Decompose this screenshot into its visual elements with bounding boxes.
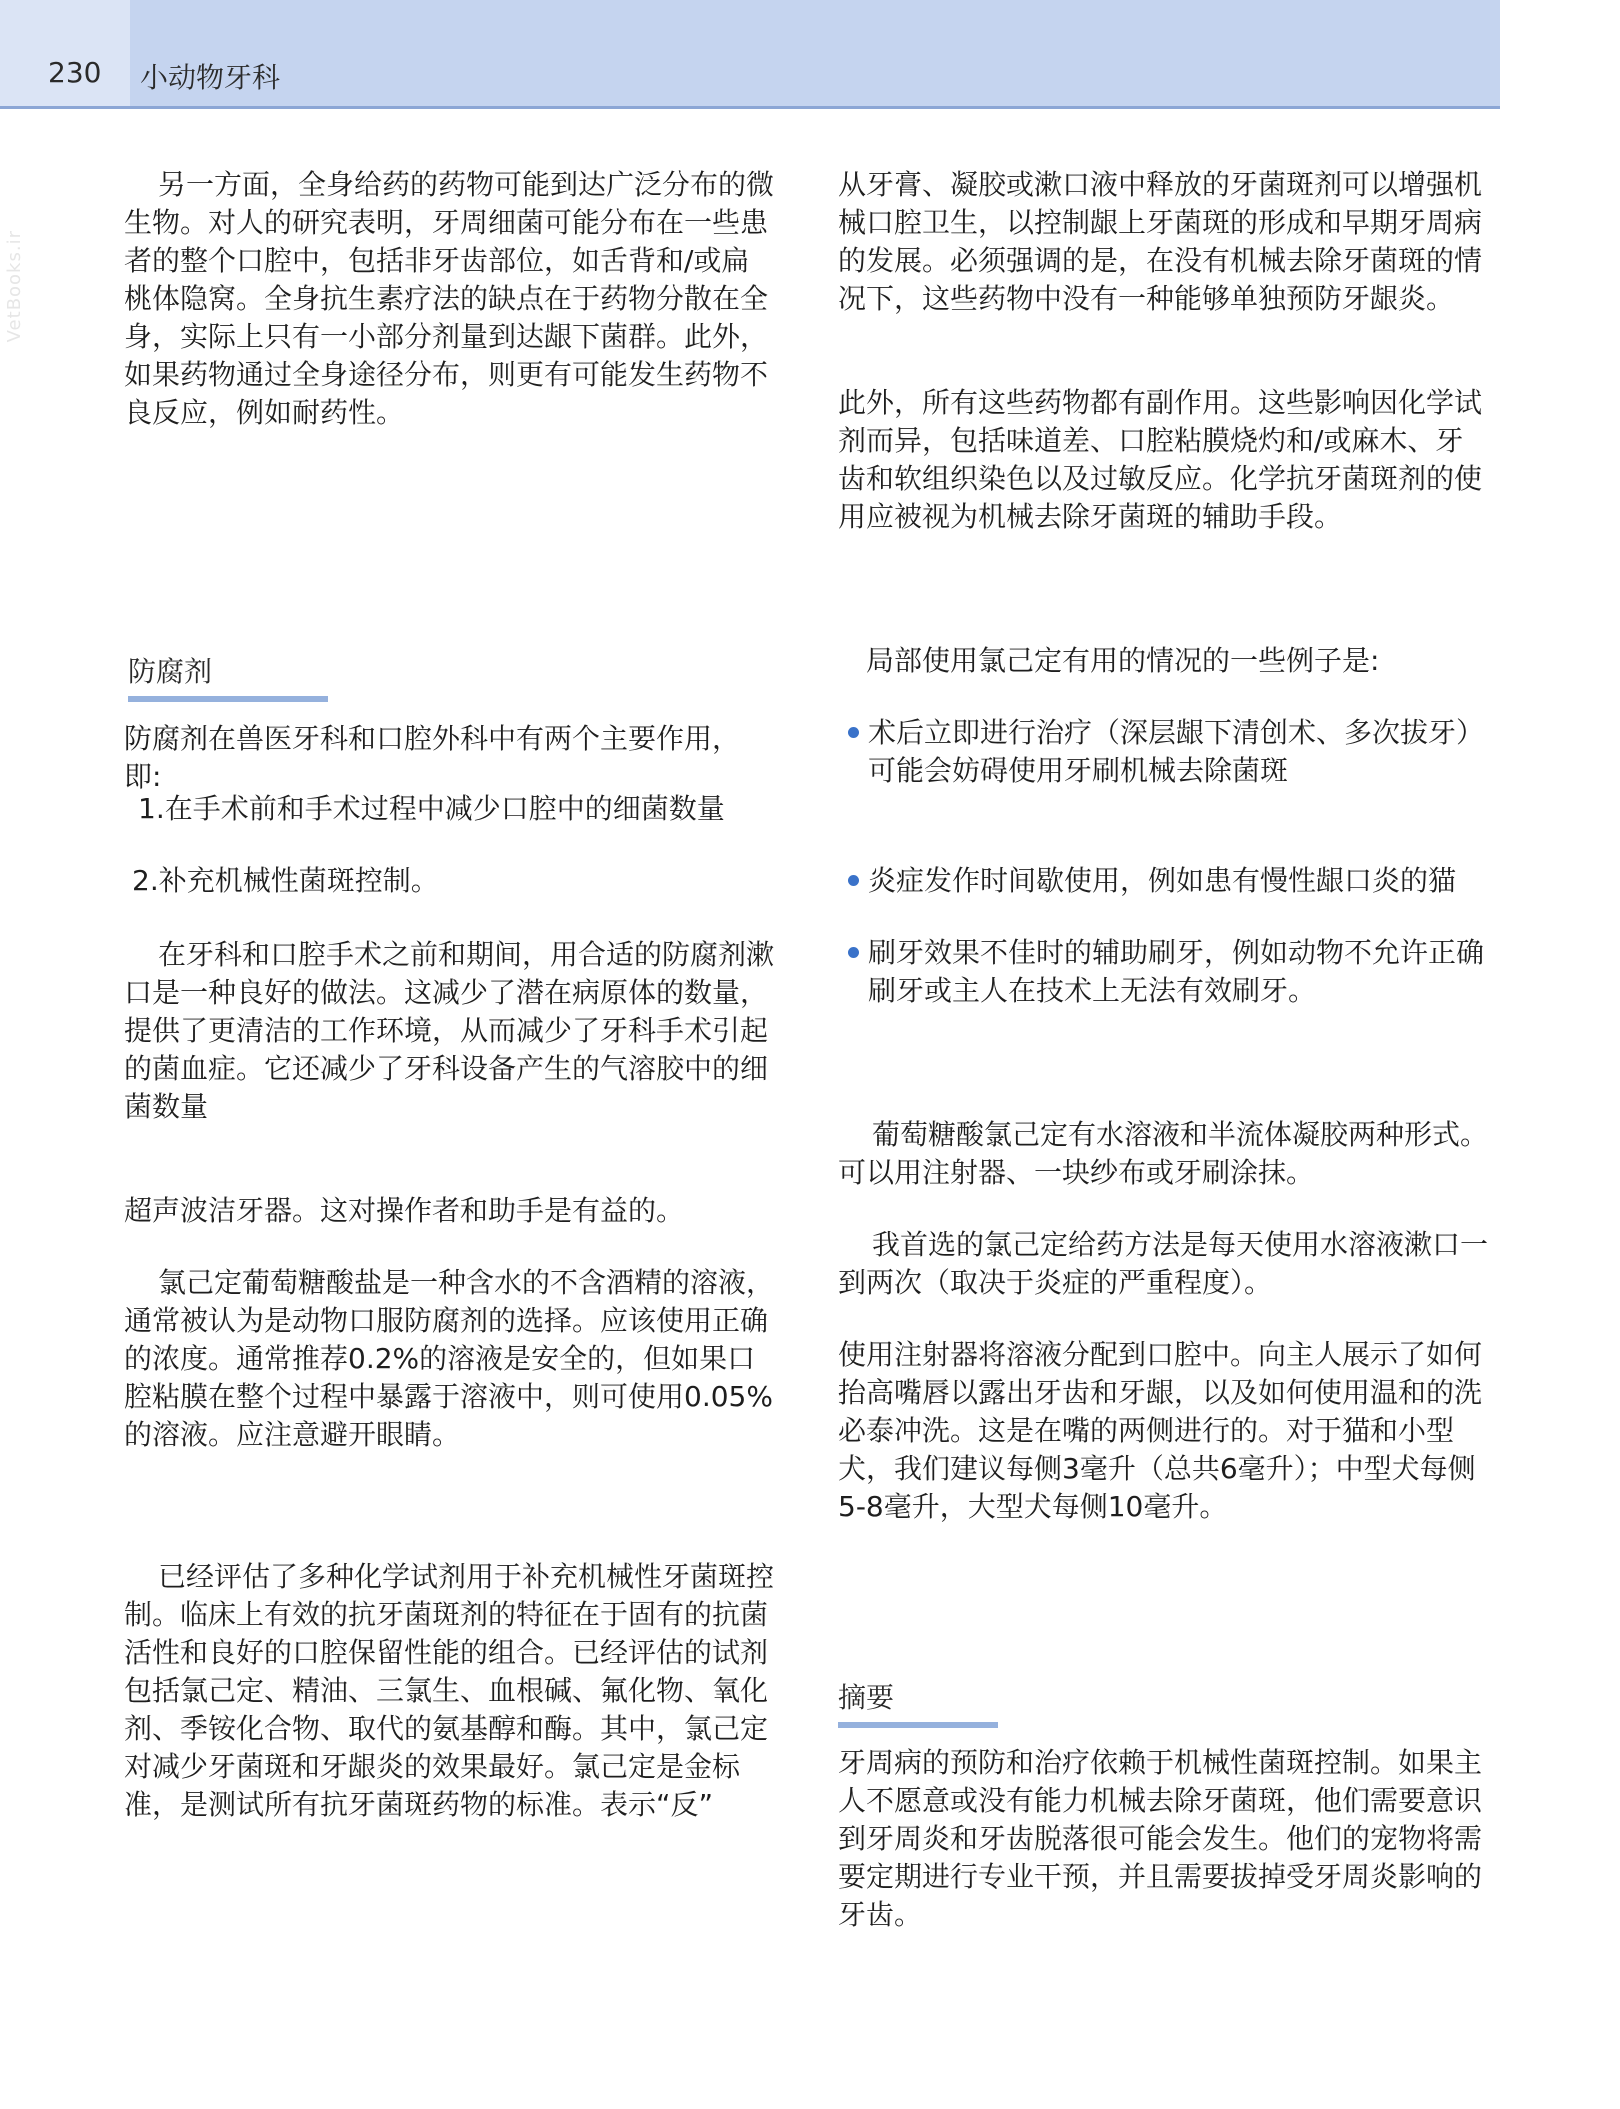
left-paragraph-rinse: 在牙科和口腔手术之前和期间，用合适的防腐剂漱口是一种良好的做法。这减少了潜在病原体的数量，提供了更清洁的工作环境，从而减少了牙科手术引起的菌血症。它还减少了牙科设备产生的气溶胶中的细菌数量 xyxy=(124,938,775,1123)
right-paragraph-forms: 葡萄糖酸氯己定有水溶液和半流体凝胶两种形式。可以用注射器、一块纱布或牙刷涂抹。 xyxy=(838,1118,1489,1189)
left-paragraph-chlorhexidine: 氯己定葡萄糖酸盐是一种含水的不含酒精的溶液，通常被认为是动物口服防腐剂的选择。应该使用正确的浓度。通常推荐0.2%的溶液是安全的，但如果口腔粘膜在整个过程中暴露于溶液中，则可使用0.05%的溶液。应注意避开眼睛。 xyxy=(124,1266,775,1451)
bullet-dot-icon xyxy=(848,875,859,886)
book-title: 小动物牙科 xyxy=(140,61,281,94)
heading-underline xyxy=(128,696,328,702)
heading-underline xyxy=(838,1722,998,1728)
right-paragraph-summary: 牙周病的预防和治疗依赖于机械性菌斑控制。如果主人不愿意或没有能力机械去除牙菌斑，他们需要意识到牙周炎和牙齿脱落很可能会发生。他们的宠物将需要定期进行专业干预，并且需要拔掉受牙周炎影响的牙齿。 xyxy=(838,1746,1483,1931)
bullet-item: 炎症发作时间歇使用，例如患有慢性龈口炎的猫 xyxy=(848,862,1488,900)
right-paragraph-dentifrice: 从牙膏、凝胶或漱口液中释放的牙菌斑剂可以增强机械口腔卫生，以控制龈上牙菌斑的形成和早期牙周病的发展。必须强调的是，在没有机械去除牙菌斑的情况下，这些药物中没有一种能够单独预防牙龈炎。 xyxy=(838,168,1483,315)
page-number: 230 xyxy=(48,56,102,89)
page-header xyxy=(0,0,1500,109)
page-number-tab xyxy=(0,0,130,106)
left-paragraph-systemic-drugs: 另一方面，全身给药的药物可能到达广泛分布的微生物。对人的研究表明，牙周细菌可能分布在一些患者的整个口腔中，包括非牙齿部位，如舌背和/或扁桃体隐窝。全身抗生素疗法的缺点在于药物分散在全身，实际上只有一小部分剂量到达龈下菌群。此外，如果药物通过全身途径分布，则更有可能发生药物不良反应，例如耐药性。 xyxy=(124,168,775,429)
list-item-1: 1.在手术前和手术过程中减少口腔中的细菌数量 xyxy=(138,792,725,825)
right-paragraph-preferred-method: 我首选的氯己定给药方法是每天使用水溶液漱口一到两次（取决于炎症的严重程度）。 xyxy=(838,1228,1489,1299)
right-paragraph-examples-intro: 局部使用氯己定有用的情况的一些例子是: xyxy=(866,644,1380,677)
list-item-2: 2.补充机械性菌斑控制。 xyxy=(132,864,439,897)
side-watermark: VetBooks.ir xyxy=(4,230,25,343)
bullet-item: 刷牙效果不佳时的辅助刷牙，例如动物不允许正确刷牙或主人在技术上无法有效刷牙。 xyxy=(848,934,1488,1010)
left-paragraph-antiseptic-roles: 防腐剂在兽医牙科和口腔外科中有两个主要作用，即: xyxy=(124,722,741,793)
left-paragraph-ultrasonic: 超声波洁牙器。这对操作者和助手是有益的。 xyxy=(124,1194,685,1227)
right-paragraph-side-effects: 此外，所有这些药物都有副作用。这些影响因化学试剂而异，包括味道差、口腔粘膜烧灼和/或麻木、牙齿和软组织染色以及过敏反应。化学抗牙菌斑剂的使用应被视为机械去除牙菌斑的辅助手段。 xyxy=(838,386,1483,533)
section-heading-summary: 摘要 xyxy=(838,1681,895,1714)
section-heading-antiseptics: 防腐剂 xyxy=(128,655,213,688)
bullet-dot-icon xyxy=(848,727,859,738)
bullet-dot-icon xyxy=(848,947,859,958)
bullet-item: 术后立即进行治疗（深层龈下清创术、多次拔牙）可能会妨碍使用牙刷机械去除菌斑 xyxy=(848,714,1488,790)
left-paragraph-chemical-agents: 已经评估了多种化学试剂用于补充机械性牙菌斑控制。临床上有效的抗牙菌斑剂的特征在于固有的抗菌活性和良好的口腔保留性能的组合。已经评估的试剂包括氯己定、精油、三氯生、血根碱、氟化物、氧化剂、季铵化合物、取代的氨基醇和酶。其中，氯己定对减少牙菌斑和牙龈炎的效果最好。氯己定是金标准，是测试所有抗牙菌斑药物的标准。表示“反” xyxy=(124,1560,775,1821)
right-paragraph-syringe: 使用注射器将溶液分配到口腔中。向主人展示了如何抬高嘴唇以露出牙齿和牙龈，以及如何使用温和的洗必泰冲洗。这是在嘴的两侧进行的。对于猫和小型犬，我们建议每侧3毫升（总共6毫升）；中型犬每侧5-8毫升，大型犬每侧10毫升。 xyxy=(838,1338,1483,1523)
